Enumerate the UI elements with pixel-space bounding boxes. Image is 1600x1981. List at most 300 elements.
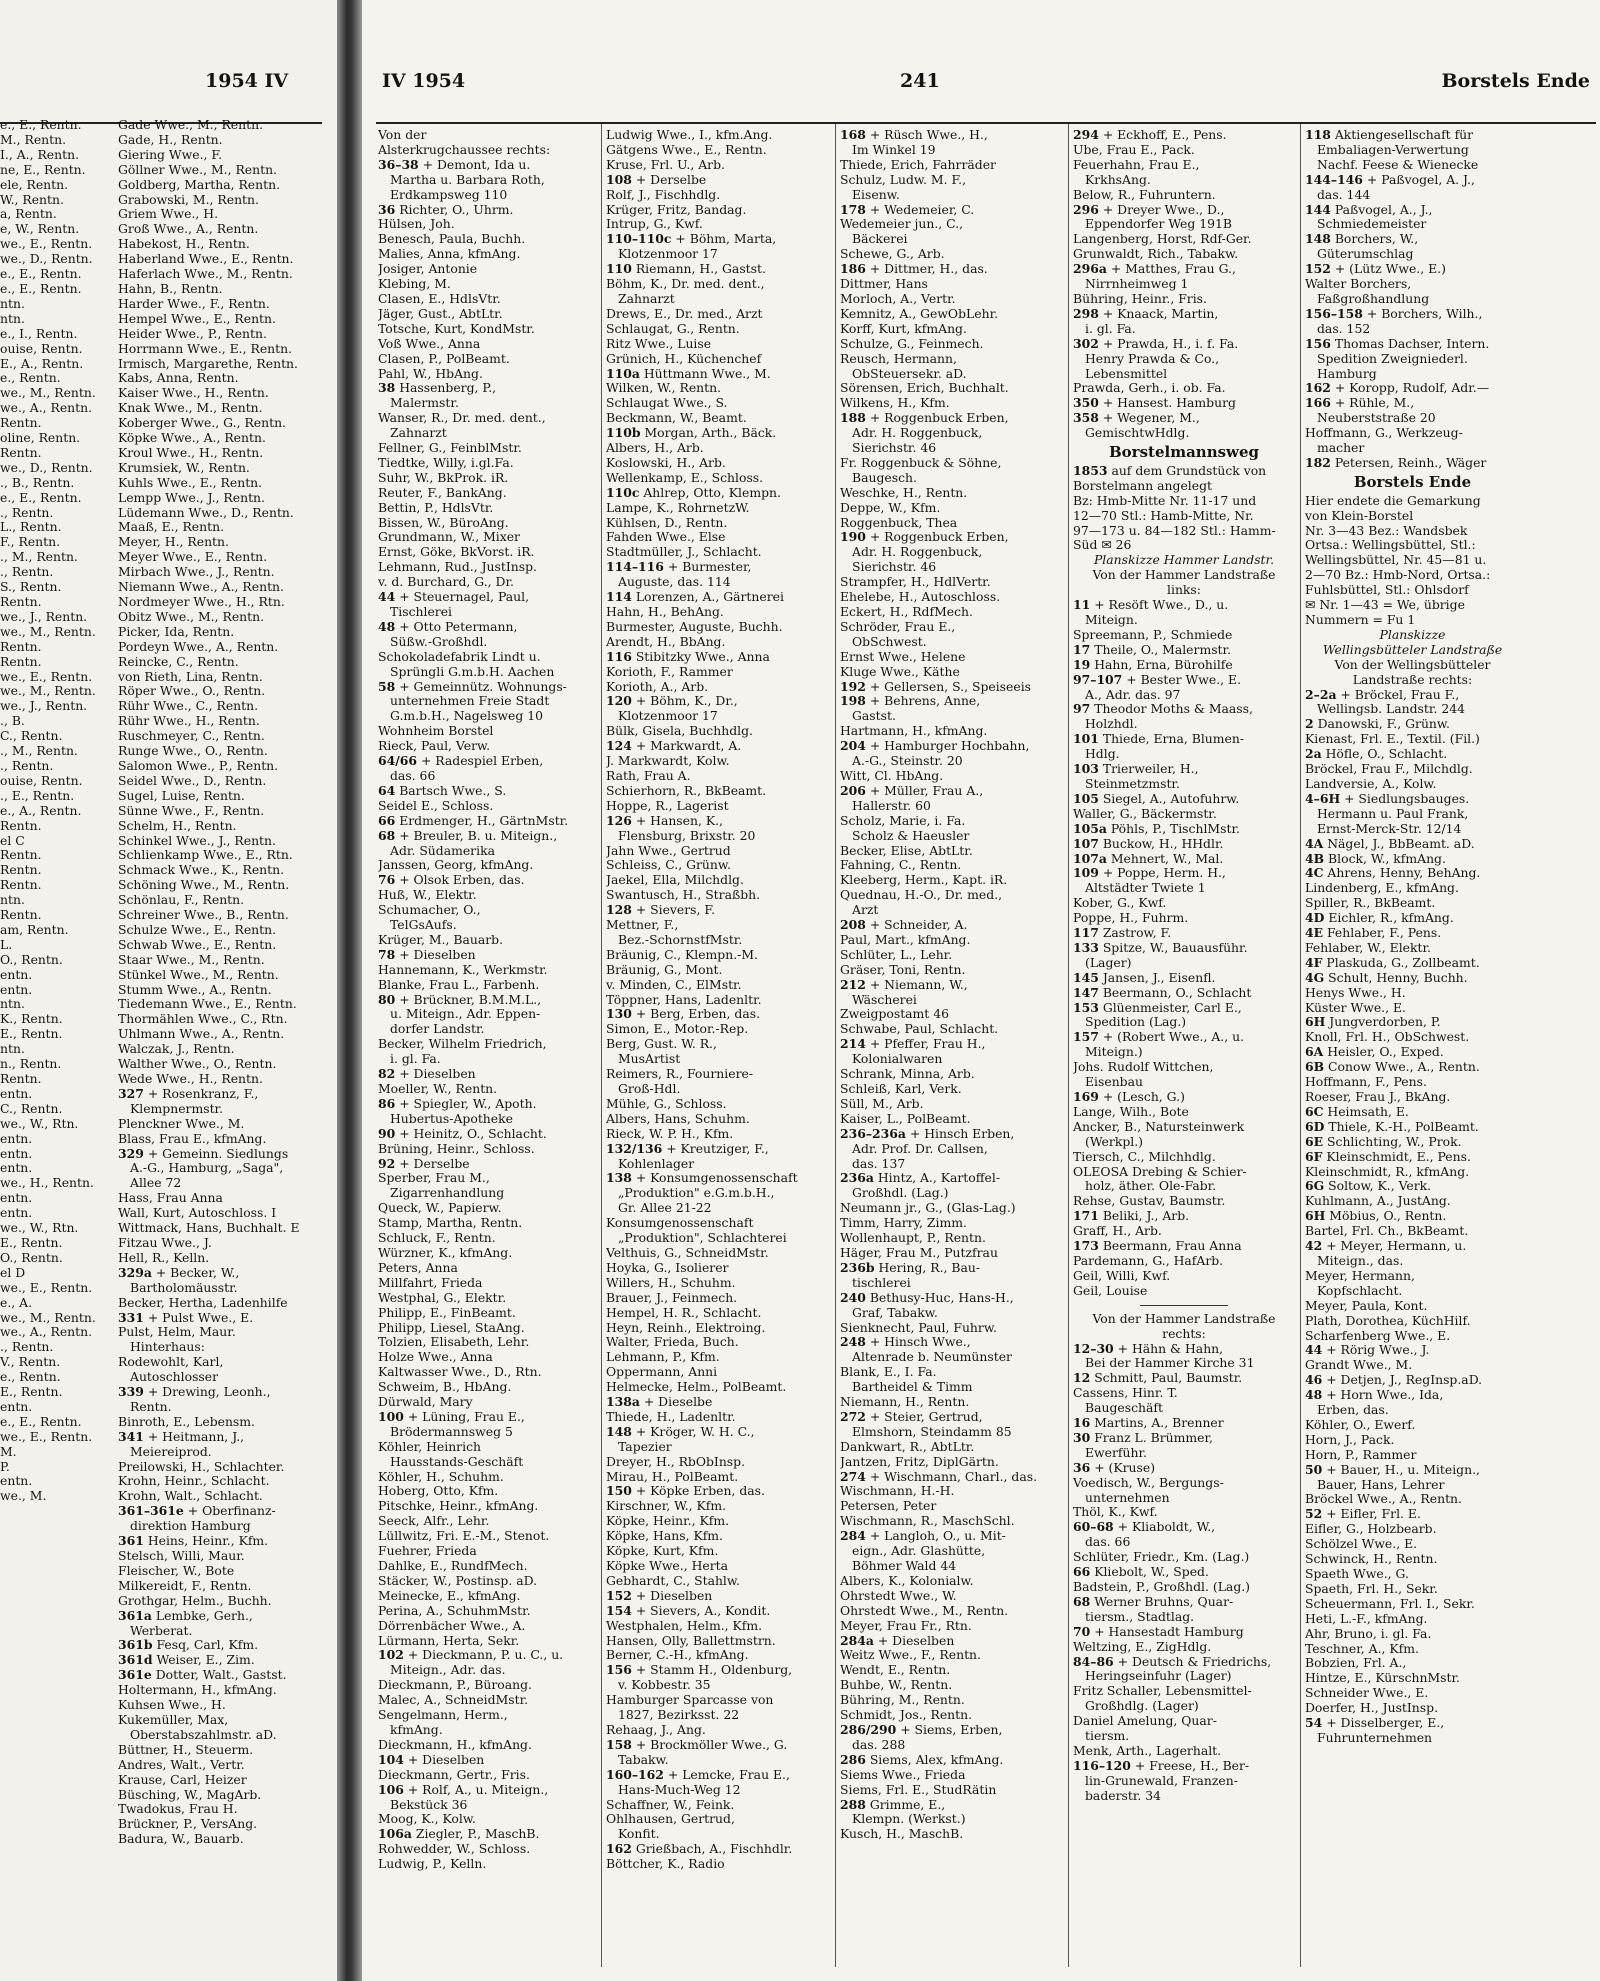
directory-entry: Süßw.-Großhdl. — [390, 634, 488, 649]
house-number: 2–2a — [1305, 687, 1337, 702]
column-divider — [1068, 124, 1069, 1967]
directory-entry: Jaekel, Ella, Milchdlg. — [606, 873, 744, 888]
directory-entry: kfmAng. — [390, 1722, 443, 1737]
house-number: 302 — [1073, 336, 1099, 351]
house-number: 50 — [1305, 1462, 1323, 1477]
house-number: 133 — [1073, 940, 1099, 955]
directory-entry: Plenckner Wwe., M. — [118, 1115, 245, 1131]
directory-entry: 42 + Meyer, Hermann, u. — [1305, 1239, 1467, 1254]
directory-entry: ne, E., Rentn. — [0, 161, 86, 177]
directory-entry: e., Rentn. — [0, 1369, 61, 1385]
house-number: 6A — [1305, 1045, 1324, 1060]
house-number: 156 — [1305, 336, 1331, 351]
directory-entry: Hülsen, Joh. — [378, 217, 455, 232]
directory-entry: Holtermann, H., kfmAng. — [118, 1682, 277, 1698]
directory-entry: Altstädter Twiete 1 — [1085, 881, 1206, 896]
directory-entry: Ahr, Bruno, i. gl. Fa. — [1305, 1626, 1432, 1641]
directory-entry: 44 + Rörig Wwe., J. — [1305, 1343, 1430, 1358]
directory-entry: ., Rentn. — [0, 504, 54, 520]
house-number: 190 — [840, 530, 866, 545]
directory-entry: Hannemann, K., Werkmstr. — [378, 962, 548, 977]
directory-entry: Schneider Wwe., E. — [1305, 1686, 1429, 1701]
directory-entry: Zweigpostamt 46 — [840, 1007, 949, 1022]
house-number: 4D — [1305, 911, 1325, 926]
directory-entry: we., J., Rentn. — [0, 608, 88, 624]
directory-entry: das. 144 — [1317, 187, 1371, 202]
house-number: 162 — [1305, 381, 1331, 396]
directory-entry: ✉ Nr. 1—43 = We, übrige — [1305, 598, 1465, 613]
directory-entry: Groß-Hdl. — [618, 1082, 681, 1096]
directory-entry: Kirschner, W., Kfm. — [606, 1499, 727, 1514]
directory-entry: 68 Werner Bruhns, Quar- — [1073, 1594, 1234, 1609]
directory-entry: von Rieth, Lina, Rentn. — [118, 668, 263, 684]
directory-entry: Henry Prawda & Co., — [1085, 351, 1220, 366]
house-number: 116 — [606, 649, 632, 664]
house-number: 6D — [1305, 1119, 1325, 1134]
directory-entry: Mettner, F., — [606, 918, 679, 933]
directory-entry: entn. — [0, 1398, 33, 1414]
directory-entry: Salomon Wwe., P., Rentn. — [118, 757, 279, 773]
directory-entry: Willers, H., Schuhm. — [606, 1275, 736, 1290]
street-column-3 — [840, 128, 1063, 1971]
direction-note: Landstraße rechts: — [1352, 672, 1473, 687]
directory-entry: Ohrstedt Wwe., M., Rentn. — [840, 1603, 1009, 1618]
directory-entry: Großhdl. (Lag.) — [852, 1186, 949, 1201]
house-number: 97 — [1073, 702, 1091, 717]
directory-entry: (Werkpl.) — [1085, 1134, 1143, 1149]
directory-entry: 361–361e + Oberfinanz- — [118, 1503, 276, 1519]
directory-entry: 2a Höfle, O., Schlacht. — [1305, 747, 1448, 762]
directory-entry: Rentn. — [0, 847, 42, 863]
directory-entry: 110b Morgan, Arth., Bäck. — [606, 426, 777, 441]
directory-entry: 12—70 Stl.: Hamb-Mitte, Nr. — [1073, 508, 1254, 523]
directory-entry: Fahning, C., Rentn. — [840, 858, 962, 873]
directory-entry: Dankwart, R., AbtLtr. — [840, 1439, 975, 1454]
directory-entry: Großhdlg. (Lager) — [1085, 1699, 1199, 1714]
directory-entry: Bissen, W., BüroAng. — [378, 515, 509, 530]
directory-entry: we., E., Rentn. — [0, 1279, 93, 1295]
house-number: 64/66 — [378, 754, 418, 769]
house-number: 42 — [1305, 1239, 1323, 1254]
house-number: 46 — [1305, 1373, 1323, 1388]
house-number: 160–162 — [606, 1767, 664, 1782]
directory-entry: Hass, Frau Anna — [118, 1190, 223, 1206]
house-number: 102 — [378, 1648, 404, 1663]
directory-entry: Bobzien, Frl. A., — [1305, 1656, 1407, 1671]
directory-entry: Wellingsb. Landstr. 244 — [1317, 702, 1465, 717]
directory-entry: Allee 72 — [130, 1175, 182, 1191]
directory-entry: 133 Spitze, W., Bauausführ. — [1073, 940, 1248, 955]
house-number: 4A — [1305, 836, 1324, 851]
directory-entry: Güterumschlag — [1317, 247, 1414, 262]
directory-entry: Milkereidt, F., Rentn. — [118, 1577, 252, 1593]
directory-entry: Koberger Wwe., G., Rentn. — [118, 415, 286, 431]
directory-entry: Rentn. — [0, 444, 42, 460]
house-number: 124 — [606, 739, 632, 754]
directory-entry: Gätgens Wwe., E., Rentn. — [606, 142, 767, 157]
directory-entry: 153 Glüenmeister, Carl E., — [1073, 1000, 1242, 1015]
directory-entry: 86 + Spiegler, W., Apoth. — [378, 1096, 537, 1111]
directory-entry: Velthuis, G., SchneidMstr. — [606, 1245, 769, 1260]
directory-entry: 38 Hassenberg, P., — [378, 381, 497, 396]
directory-entry: 206 + Müller, Frau A., — [840, 783, 984, 798]
house-number: 6H — [1305, 1209, 1326, 1224]
directory-entry: Miteign., Adr. das. — [390, 1663, 506, 1678]
house-number: 4C — [1305, 866, 1324, 881]
directory-entry: Rehse, Gustav, Baumstr. — [1073, 1194, 1226, 1209]
house-number: 110–110c — [606, 232, 672, 247]
directory-entry: Töppner, Hans, Ladenltr. — [606, 992, 762, 1007]
directory-entry: 124 + Markwardt, A. — [606, 739, 742, 754]
directory-entry: Hansen, Olly, Ballettmstrn. — [606, 1633, 776, 1648]
house-number: 48 — [1305, 1388, 1323, 1403]
previous-page-column-1 — [0, 118, 112, 1504]
directory-entry: e., A. — [0, 1294, 33, 1310]
directory-entry: das. 66 — [390, 768, 436, 783]
directory-entry: S., Rentn. — [0, 579, 62, 595]
directory-entry: am, Rentn. — [0, 921, 69, 937]
directory-entry: 6G Soltow, K., Verk. — [1305, 1179, 1432, 1194]
directory-entry: Seidel Wwe., D., Rentn. — [118, 772, 267, 788]
directory-entry: „Produktion", Schlachterei — [618, 1231, 787, 1246]
directory-entry: Ohrstedt Wwe., W. — [840, 1588, 957, 1603]
house-number: 236b — [840, 1260, 875, 1275]
directory-entry: Jäger, Gust., AbtLtr. — [378, 306, 503, 321]
directory-entry: 4E Fehlaber, F., Pens. — [1305, 926, 1442, 941]
house-number: 78 — [378, 947, 396, 962]
house-number: 128 — [606, 903, 632, 918]
directory-entry: we., E., Rentn. — [0, 236, 93, 252]
directory-entry: Neuberststraße 20 — [1317, 411, 1436, 426]
directory-entry: Blanke, Frau L., Farbenh. — [378, 977, 540, 992]
directory-entry: Von der — [378, 128, 427, 142]
directory-entry: Meyer, Paula, Kont. — [1305, 1298, 1428, 1313]
directory-entry: Kuhlmann, A., JustAng. — [1305, 1194, 1451, 1209]
directory-entry: 120 + Böhm, K., Dr., — [606, 694, 738, 709]
directory-entry: Rentn. — [130, 1398, 172, 1414]
directory-entry: 126 + Hansen, K., — [606, 813, 723, 828]
directory-entry: Alsterkrugchaussee rechts: — [378, 142, 551, 157]
book-spine — [337, 0, 362, 1981]
directory-entry: Miteign. — [1085, 613, 1138, 627]
directory-entry: E., Rentn. — [0, 1384, 63, 1400]
directory-entry: Bartel, Frl. Ch., BkBeamt. — [1305, 1224, 1469, 1239]
house-number: 103 — [1073, 762, 1099, 777]
directory-entry: Schierhorn, R., BkBeamt. — [606, 783, 767, 798]
directory-entry: Rentn. — [0, 638, 42, 654]
plan-note: Planskizze — [1379, 627, 1446, 642]
directory-entry: Kroul Wwe., H., Rentn. — [118, 444, 264, 460]
directory-entry: Siems, Frl. E., StudRätin — [840, 1782, 997, 1797]
directory-entry: 145 Jansen, J., Eisenfl. — [1073, 970, 1216, 985]
directory-entry: Weitz Wwe., F., Rentn. — [840, 1648, 981, 1663]
directory-entry: L., Rentn. — [0, 519, 62, 535]
directory-entry: 144 Paßvogel, A., J., — [1305, 202, 1433, 217]
directory-entry: Rentn. — [0, 817, 42, 833]
directory-entry: Hoffmann, G., Werkzeug- — [1305, 426, 1463, 441]
directory-entry: Perina, A., SchuhmMstr. — [378, 1603, 531, 1618]
directory-entry: 116 Stibitzky Wwe., Anna — [606, 649, 770, 664]
directory-entry: Pulst, Helm, Maur. — [118, 1324, 236, 1340]
directory-entry: Wäscherei — [852, 992, 917, 1007]
house-number: 58 — [378, 679, 396, 694]
directory-entry: Krüger, M., Bauarb. — [378, 932, 504, 947]
directory-entry: 186 + Dittmer, H., das. — [840, 262, 988, 277]
directory-entry: we., H., Rentn. — [0, 1175, 94, 1191]
directory-entry: Sierichstr. 46 — [852, 441, 937, 456]
house-number: 329 — [118, 1145, 144, 1161]
directory-entry: Queck, W., Papierw. — [378, 1201, 502, 1216]
directory-entry: Deppe, W., Kfm. — [840, 500, 941, 515]
directory-entry: we., M. — [0, 1488, 47, 1504]
directory-entry: Irmisch, Margarethe, Rentn. — [118, 355, 298, 371]
directory-entry: Geil, Louise — [1073, 1283, 1148, 1298]
directory-entry: ., Rentn. — [0, 564, 54, 580]
directory-entry: Kohlenlager — [618, 1156, 695, 1171]
directory-entry: 132/136 + Kreutziger, F., — [606, 1141, 769, 1156]
directory-entry: Roeser, Frau J., BkAng. — [1305, 1090, 1451, 1104]
directory-entry: Hoffmann, F., Pens. — [1305, 1075, 1427, 1090]
directory-entry: 101 Thiede, Erna, Blumen- — [1073, 732, 1245, 747]
directory-entry: KrkhsAng. — [1085, 172, 1151, 187]
directory-entry: Adr. Südamerika — [390, 843, 495, 858]
directory-entry: Habekost, H., Rentn. — [118, 236, 250, 252]
house-number: 76 — [378, 873, 396, 888]
directory-entry: Zahnarzt — [618, 291, 675, 306]
directory-entry: Henys Wwe., H. — [1305, 985, 1406, 1000]
directory-entry: 103 Trierweiler, H., — [1073, 762, 1199, 777]
directory-entry: Maaß, E., Rentn. — [118, 519, 225, 535]
house-number: 114 — [606, 590, 632, 605]
directory-entry: 68 + Breuler, B. u. Miteign., — [378, 828, 558, 843]
directory-entry: 80 + Brückner, B.M.M.L., — [378, 992, 542, 1007]
directory-entry: Roggenbuck, Thea — [840, 515, 958, 530]
directory-entry: Jantzen, Fritz, DiplGärtn. — [840, 1454, 999, 1469]
directory-entry: 82 + Dieselben — [378, 1067, 476, 1082]
directory-entry: Baugeschäft — [1085, 1401, 1163, 1416]
directory-entry: Arendt, H., BbAng. — [606, 634, 726, 649]
directory-page — [362, 0, 1600, 1981]
directory-entry: Totsche, Kurt, KondMstr. — [378, 321, 535, 336]
directory-entry: Tiersch, C., Milchhdlg. — [1073, 1149, 1216, 1164]
directory-entry: Millfahrt, Frieda — [378, 1275, 483, 1290]
directory-entry: 12–30 + Hähn & Hahn, — [1073, 1341, 1224, 1356]
plan-note: Planskizze Hammer Landstr. — [1093, 553, 1275, 568]
directory-entry: 107a Mehnert, W., Mal. — [1073, 851, 1224, 866]
directory-entry: Tolzien, Elisabeth, Lehr. — [378, 1335, 530, 1350]
directory-entry: 166 + Rühle, M., — [1305, 396, 1415, 411]
directory-entry: 331 + Pulst Wwe., E. — [118, 1309, 254, 1325]
directory-entry: M., Rentn. — [0, 131, 67, 147]
directory-entry: Röper Wwe., O., Rentn. — [118, 683, 266, 699]
house-number: 2a — [1305, 747, 1322, 762]
directory-entry: Krumsiek, W., Rentn. — [118, 459, 250, 475]
directory-entry: ntn. — [0, 996, 25, 1012]
directory-entry: 110c Ahlrep, Otto, Klempn. — [606, 485, 781, 500]
directory-entry: Gräser, Toni, Rentn. — [840, 962, 966, 977]
directory-entry: Wittmack, Hans, Buchhalt. E — [118, 1220, 300, 1236]
directory-entry: macher — [1317, 441, 1365, 456]
directory-entry: ., Rentn. — [0, 1339, 54, 1355]
directory-entry: 52 + Eifler, Frl. E. — [1305, 1507, 1421, 1522]
house-number: 272 — [840, 1409, 866, 1424]
directory-entry: Philipp, Liesel, StaAng. — [378, 1320, 525, 1335]
directory-entry: 248 + Hinsch Wwe., — [840, 1335, 971, 1350]
house-number: 162 — [606, 1842, 632, 1857]
directory-entry: Horrmann Wwe., E., Rentn. — [118, 340, 293, 356]
directory-entry: 60–68 + Kliaboldt, W., — [1073, 1520, 1216, 1535]
directory-entry: Dreyer, H., RbObInsp. — [606, 1454, 746, 1469]
directory-entry: 1827, Bezirksst. 22 — [618, 1708, 740, 1723]
house-number: 152 — [1305, 262, 1331, 277]
directory-entry: Hamburger Sparcasse von — [606, 1693, 774, 1708]
directory-entry: Schweim, B., HbAng. — [378, 1380, 512, 1395]
house-number: 212 — [840, 977, 866, 992]
directory-entry: P. — [0, 1458, 10, 1474]
house-number: 6E — [1305, 1134, 1324, 1149]
directory-entry: Köpke, Heinr., Kfm. — [606, 1514, 730, 1529]
directory-entry: 6C Heimsath, E. — [1305, 1104, 1409, 1119]
house-number: 66 — [378, 813, 396, 828]
directory-entry: 4B Block, W., kfmAng. — [1305, 851, 1446, 866]
directory-entry: Schlüter, Friedr., Km. (Lag.) — [1073, 1550, 1250, 1565]
directory-entry: Pordeyn Wwe., A., Rentn. — [118, 638, 279, 654]
directory-entry: v. Kobbestr. 35 — [618, 1678, 711, 1693]
house-number: 68 — [378, 828, 396, 843]
directory-entry: Johs. Rudolf Wittchen, — [1073, 1060, 1214, 1075]
house-number: 66 — [1073, 1565, 1091, 1580]
directory-entry: we., M., Rentn. — [0, 1309, 96, 1325]
house-number: 329a — [118, 1264, 152, 1280]
directory-entry: Schmiedemeister — [1317, 217, 1427, 232]
directory-entry: Oppermann, Anni — [606, 1365, 718, 1380]
directory-entry: we., A., Rentn. — [0, 400, 93, 416]
directory-entry: Köpke, Kurt, Kfm. — [606, 1544, 719, 1559]
directory-entry: 36–38 + Demont, Ida u. — [378, 157, 531, 172]
directory-entry: 110–110c + Böhm, Marta, — [606, 232, 777, 247]
directory-entry: 236–236a + Hinsch Erben, — [840, 1126, 1015, 1141]
directory-entry: Spaeth Wwe., G. — [1305, 1567, 1409, 1581]
directory-entry: ntn. — [0, 295, 25, 311]
directory-entry: 286 Siems, Alex, kfmAng. — [840, 1752, 1004, 1767]
directory-entry: Wendt, E., Rentn. — [840, 1663, 951, 1678]
directory-entry: Bz: Hmb-Mitte Nr. 11-17 und — [1073, 493, 1257, 508]
directory-entry: 4G Schult, Henny, Buchh. — [1305, 970, 1468, 985]
house-number: 92 — [378, 1156, 396, 1171]
directory-entry: 97 Theodor Moths & Maass, — [1073, 702, 1253, 717]
street-heading: Borstels Ende — [1353, 474, 1472, 490]
directory-entry: 147 Beermann, O., Schlacht — [1073, 985, 1252, 1000]
directory-entry: entn. — [0, 1473, 33, 1489]
house-number: 361a — [118, 1607, 152, 1623]
house-number: 110c — [606, 485, 640, 500]
house-number: 168 — [840, 128, 866, 142]
house-number: 361 — [118, 1533, 144, 1549]
house-number: 54 — [1305, 1716, 1323, 1731]
directory-entry: Göllner Wwe., M., Rentn. — [118, 161, 277, 177]
directory-entry: L. — [0, 936, 13, 952]
directory-entry: Meiereiprod. — [130, 1443, 212, 1459]
directory-entry: Schölzel Wwe., E. — [1305, 1537, 1418, 1552]
house-number: 4–6H — [1305, 791, 1341, 806]
directory-entry: Becker, Elise, AbtLtr. — [840, 843, 973, 858]
directory-entry: Pahl, W., HbAng. — [378, 366, 483, 381]
directory-entry: Teschner, A., Kfm. — [1305, 1641, 1419, 1656]
directory-entry: Hoppe, R., Lagerist — [606, 798, 729, 813]
directory-entry: Ortsa.: Wellingsbüttel, Stl.: — [1305, 538, 1476, 553]
directory-entry: entn. — [0, 1205, 33, 1221]
directory-entry: 36 Richter, O., Uhrm. — [378, 202, 514, 217]
directory-entry: Knak Wwe., M., Rentn. — [118, 400, 263, 416]
directory-entry: 138 + Konsumgenossenschaft — [606, 1171, 798, 1186]
directory-entry: Meinecke, E., kfmAng. — [378, 1588, 521, 1603]
directory-entry: Nummern = Fu 1 — [1305, 613, 1416, 627]
directory-entry: Brödermannsweg 5 — [390, 1424, 513, 1439]
house-number: 130 — [606, 1007, 632, 1022]
directory-entry: Stelsch, Willi, Maur. — [118, 1548, 245, 1563]
directory-entry: Ernst Wwe., Helene — [840, 649, 966, 664]
directory-entry: 64 Bartsch Wwe., S. — [378, 783, 507, 798]
directory-entry: Voß Wwe., Anna — [378, 336, 481, 351]
directory-entry: Suhr, W., BkProk. iR. — [378, 470, 509, 485]
directory-entry: Auguste, das. 114 — [618, 575, 731, 590]
house-number: 6G — [1305, 1179, 1325, 1194]
house-number: 44 — [378, 590, 396, 605]
directory-entry: 48 + Otto Petermann, — [378, 619, 518, 634]
directory-entry: tiersm., Stadtlag. — [1085, 1609, 1195, 1624]
previous-page — [0, 0, 338, 1981]
directory-entry: Krause, Carl, Heizer — [118, 1771, 247, 1787]
directory-entry: 110 Riemann, H., Gastst. — [606, 262, 766, 277]
directory-entry: Köpke Wwe., A., Rentn. — [118, 430, 266, 446]
house-number: 296 — [1073, 202, 1099, 217]
directory-entry: Gastst. — [852, 709, 896, 724]
directory-entry: Preilowski, H., Schlachter. — [118, 1458, 285, 1474]
directory-entry: 361a Lembke, Gerh., — [118, 1607, 253, 1623]
directory-entry: i. gl. Fa. — [1085, 321, 1136, 336]
directory-entry: 192 + Gellersen, S., Speiseeis — [840, 679, 1032, 694]
directory-entry: 212 + Niemann, W., — [840, 977, 968, 992]
directory-entry: Fritz Schaller, Lebensmittel- — [1073, 1684, 1252, 1699]
directory-entry: Krohn, Heinr., Schlacht. — [118, 1473, 270, 1489]
directory-entry: Schmidt, Jos., Rentn. — [840, 1708, 973, 1723]
directory-entry: Fr. Roggenbuck & Söhne, — [840, 455, 1002, 470]
directory-entry: 178 + Wedemeier, C. — [840, 202, 975, 217]
directory-entry: ouise, Rentn. — [0, 340, 83, 356]
directory-entry: Rieck, Paul, Verw. — [378, 739, 491, 754]
directory-entry: Köhler, Heinrich — [378, 1439, 481, 1454]
house-number: 138 — [606, 1171, 632, 1186]
house-number: 6C — [1305, 1104, 1324, 1119]
house-number: 4E — [1305, 926, 1324, 941]
directory-entry: 19 Hahn, Erna, Bürohilfe — [1073, 657, 1233, 672]
directory-entry: 116–120 + Freese, H., Ber- — [1073, 1758, 1250, 1773]
directory-entry: we., W., Rtn. — [0, 1115, 79, 1131]
directory-entry: Stumm Wwe., A., Rentn. — [118, 981, 272, 997]
directory-entry: 240 Bethusy-Huc, Hans-H., — [840, 1290, 1014, 1305]
directory-entry: Rühr Wwe., C., Rentn. — [118, 698, 259, 714]
page-number: 241 — [900, 70, 940, 92]
directory-entry: Josiger, Antonie — [378, 262, 478, 277]
directory-entry: 130 + Berg, Erben, das. — [606, 1007, 761, 1022]
directory-entry: Westphal, G., Elektr. — [378, 1290, 507, 1305]
directory-entry: Seeck, Alfr., Lehr. — [378, 1514, 490, 1529]
directory-entry: Burmester, Auguste, Buchh. — [606, 619, 783, 634]
house-number: 48 — [378, 619, 396, 634]
house-number: 118 — [1305, 128, 1331, 142]
directory-entry: Flensburg, Brixstr. 20 — [618, 828, 756, 843]
street-column-2 — [606, 128, 830, 1971]
